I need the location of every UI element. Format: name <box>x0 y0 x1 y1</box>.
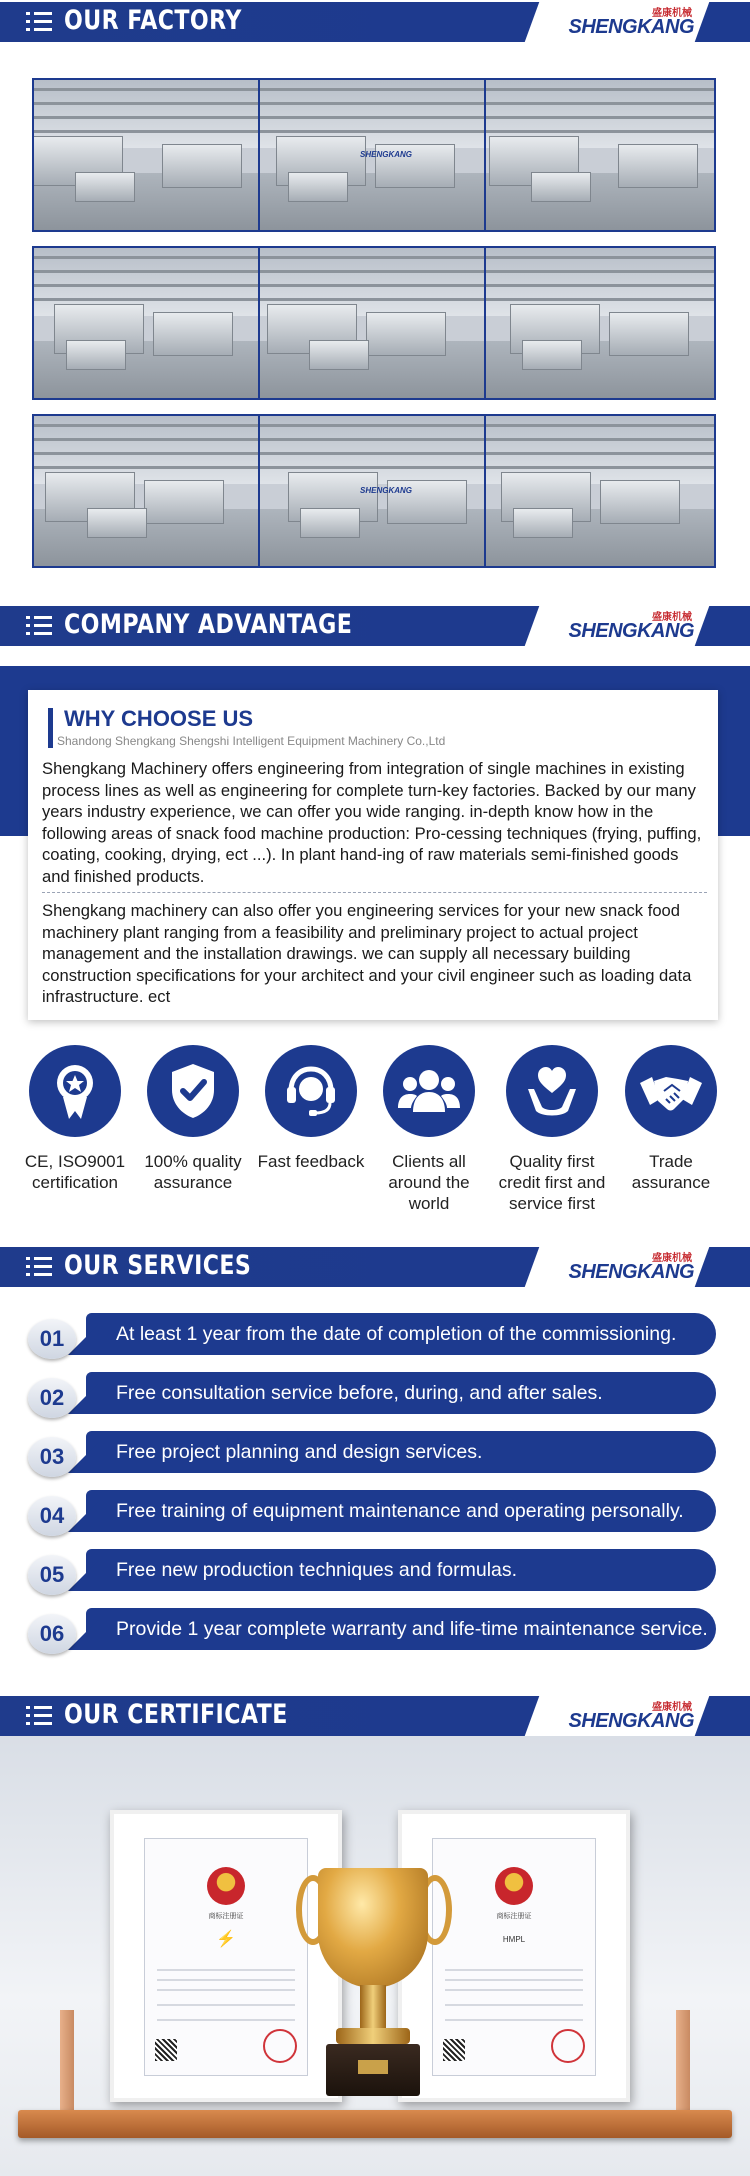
feature-clients: Clients all around the world <box>369 1045 489 1214</box>
feature-quality-first: Quality first credit first and service first <box>492 1045 612 1214</box>
certificate-badge-icon <box>29 1045 121 1137</box>
list-icon <box>26 1257 52 1277</box>
feature-quality-assurance: 100% quality assurance <box>133 1045 253 1193</box>
service-text: At least 1 year from the date of completion of the commissioning. <box>116 1323 677 1345</box>
why-choose-us-card <box>28 690 718 1020</box>
why-paragraph-2: Shengkang machinery can also offer you engineering services for your new snack food machinery plant ranging from a feasibility and preliminary project to actual project management and the installation drawings. we can supply all necessary building construction specifications for your architect and your civil engineer such as loading data infrastructure. ect <box>42 901 692 1006</box>
service-item <box>28 1549 716 1593</box>
shield-check-icon <box>147 1045 239 1137</box>
certificate-document: 商标注册证 ⚡ <box>144 1838 308 2076</box>
certificate-banner <box>0 1696 750 1736</box>
shelf-bracket <box>676 2010 690 2120</box>
service-text: Free project planning and design services. <box>116 1441 483 1463</box>
section-title: OUR SERVICES <box>64 1250 252 1281</box>
list-icon <box>26 12 52 32</box>
feature-certification: CE, ISO9001 certification <box>15 1045 135 1193</box>
factory-photo <box>32 78 264 232</box>
list-icon <box>26 616 52 636</box>
qr-code-icon <box>155 2039 177 2061</box>
factory-photo <box>32 414 264 568</box>
factory-photo <box>484 414 716 568</box>
headset-icon <box>265 1045 357 1137</box>
factory-photo <box>258 246 490 400</box>
trophy-base <box>336 2028 410 2044</box>
title-accent-bar <box>48 708 53 748</box>
list-icon <box>26 1706 52 1726</box>
official-seal-icon <box>263 2029 297 2063</box>
service-item <box>28 1372 716 1416</box>
service-item <box>28 1313 716 1357</box>
service-text: Free training of equipment maintenance and operating personally. <box>116 1500 684 1522</box>
service-text: Free new production techniques and formulas. <box>116 1559 518 1581</box>
shengkang-logo: 盛康机械 SHENGKANG <box>568 1253 694 1283</box>
factory-photo <box>32 246 264 400</box>
certificate-document: 商标注册证 HMPL <box>432 1838 596 2076</box>
advantage-banner <box>0 606 750 646</box>
trophy-stem <box>360 1985 386 2030</box>
section-title: OUR FACTORY <box>64 5 242 36</box>
photo-brand-label: SHENGKANG <box>360 486 413 495</box>
factory-banner <box>0 2 750 42</box>
service-number: 06 <box>28 1614 76 1654</box>
feature-fast-feedback: Fast feedback <box>251 1045 371 1172</box>
national-emblem-icon <box>207 1867 245 1905</box>
feature-trade-assurance: Trade assurance <box>611 1045 731 1193</box>
photo-brand-label: SHENGKANG <box>360 150 413 159</box>
factory-photo <box>484 246 716 400</box>
why-title: WHY CHOOSE US <box>64 706 254 731</box>
certificate-frame <box>110 1810 342 2102</box>
national-emblem-icon <box>495 1867 533 1905</box>
shelf-bracket <box>60 2010 74 2120</box>
handshake-icon <box>625 1045 717 1137</box>
company-name: Shandong Shengkang Shengshi Intelligent Equipment Machinery Co.,Ltd <box>57 734 446 748</box>
shengkang-logo: 盛康机械 SHENGKANG <box>568 1702 694 1732</box>
services-banner <box>0 1247 750 1287</box>
service-item <box>28 1431 716 1475</box>
dashed-divider <box>42 892 707 893</box>
service-number: 03 <box>28 1437 76 1477</box>
people-icon <box>383 1045 475 1137</box>
section-title: COMPANY ADVANTAGE <box>64 609 353 640</box>
service-number: 02 <box>28 1378 76 1418</box>
factory-photo <box>484 78 716 232</box>
service-number: 04 <box>28 1496 76 1536</box>
why-paragraph-1: Shengkang Machinery offers engineering from integration of single machines in existing process lines as well as engineering for complete turn-key factories. Backed by our many years industry experience, we can offer you wide ranging. in-depth know how in the following areas of snack food machine production: Pro-cessing techniques (frying, puffing, coating, cooking, drying, ect ...). In plant hand-ing of raw materials semi-finished goods and finished products. <box>42 759 702 886</box>
service-item <box>28 1608 716 1652</box>
qr-code-icon <box>443 2039 465 2061</box>
shengkang-logo: 盛康机械 SHENGKANG <box>568 8 694 38</box>
shengkang-logo: 盛康机械 SHENGKANG <box>568 612 694 642</box>
heart-hand-icon <box>506 1045 598 1137</box>
factory-photo <box>258 414 490 568</box>
service-item <box>28 1490 716 1534</box>
factory-photo <box>258 78 490 232</box>
service-text: Provide 1 year complete warranty and life-time maintenance service. <box>116 1618 708 1640</box>
service-number: 01 <box>28 1319 76 1359</box>
official-seal-icon <box>551 2029 585 2063</box>
trophy-icon <box>318 1868 428 1988</box>
wooden-shelf <box>18 2110 732 2138</box>
trophy-plate <box>358 2060 388 2074</box>
service-text: Free consultation service before, during, and after sales. <box>116 1382 603 1404</box>
section-title: OUR CERTIFICATE <box>64 1699 288 1730</box>
service-number: 05 <box>28 1555 76 1595</box>
certificate-frame <box>398 1810 630 2102</box>
